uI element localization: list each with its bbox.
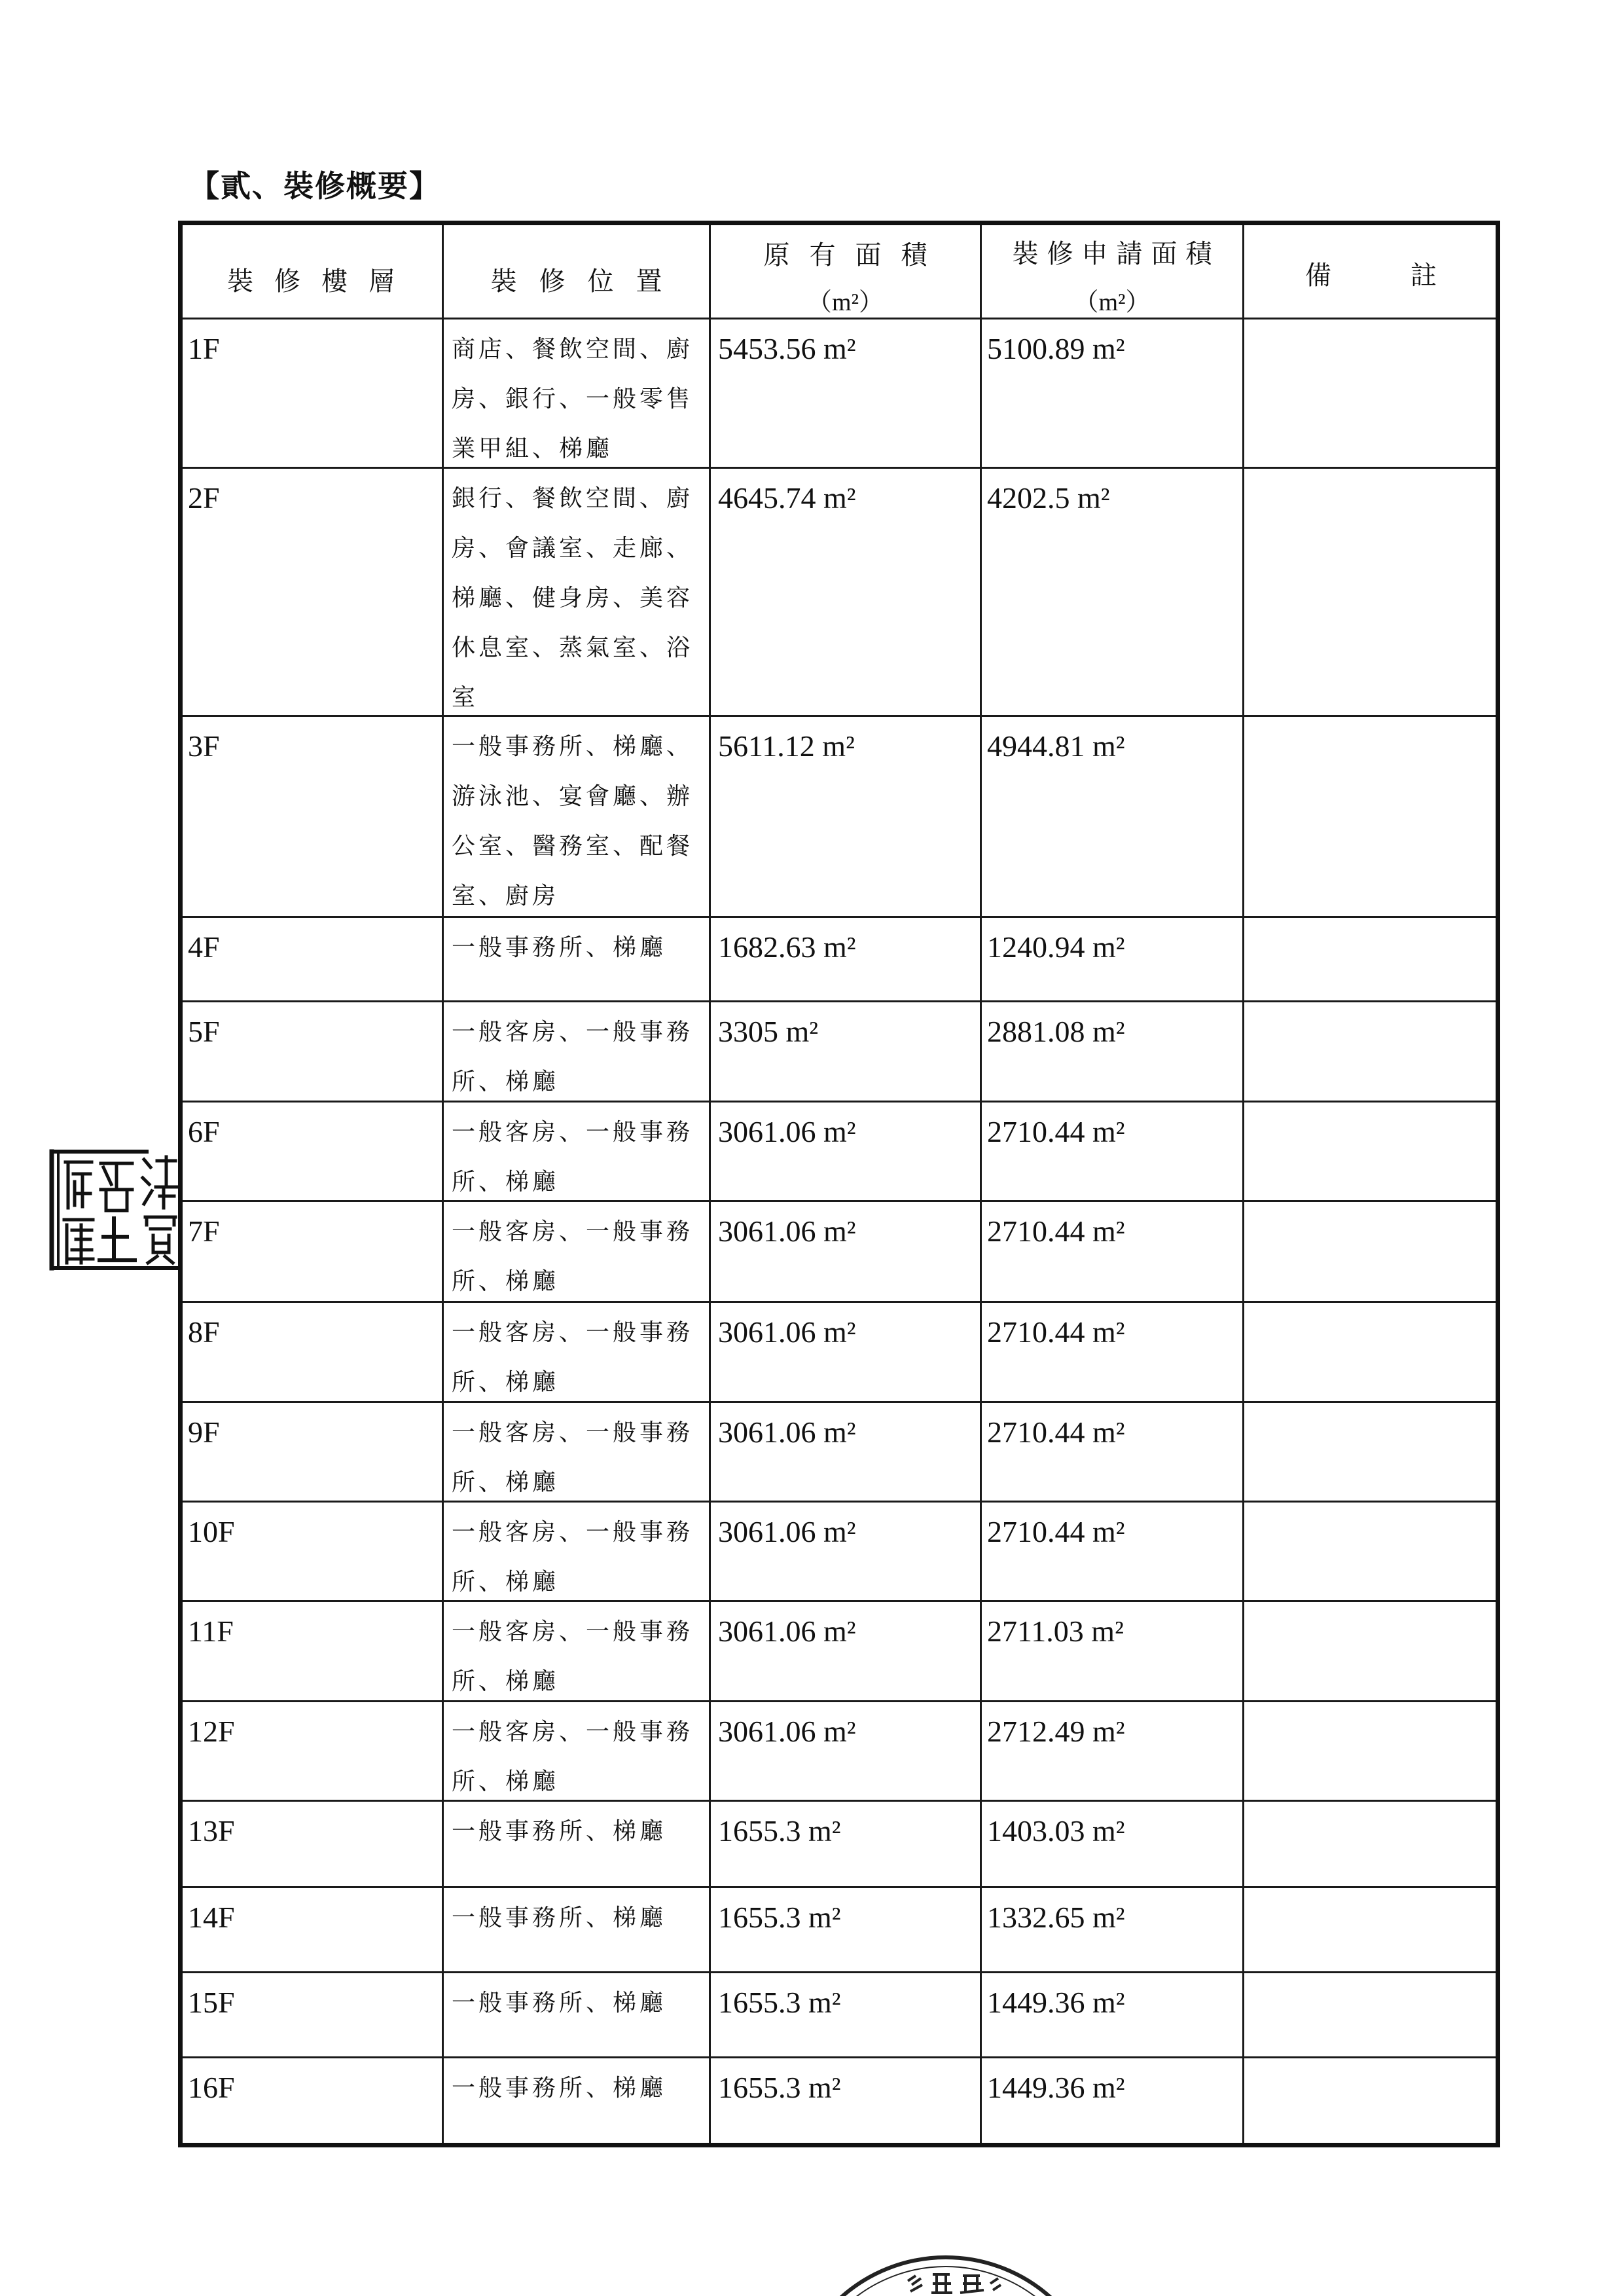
- original-area-cell: [711, 1002, 982, 1102]
- location-cell: [444, 1102, 711, 1202]
- floor-label: 15F: [188, 1986, 235, 2019]
- remarks-cell: [1244, 918, 1498, 1002]
- applied-area-value: 1332.65 m²: [987, 1901, 1125, 1934]
- original-area-cell: [711, 469, 982, 717]
- applied-area-value: 2710.44 m²: [987, 1415, 1125, 1449]
- original-area-value: 4645.74 m²: [718, 481, 856, 515]
- location-line: 一般客房、一般事務: [452, 1719, 694, 1745]
- original-area-value: 3061.06 m²: [718, 1214, 856, 1248]
- original-area-cell: [711, 918, 982, 1002]
- original-area-cell: [711, 1602, 982, 1702]
- remarks-cell: [1244, 1802, 1498, 1888]
- applied-area-value: 4944.81 m²: [987, 729, 1125, 763]
- location-cell: [444, 469, 711, 717]
- location-line: 梯廳、健身房、美容: [452, 585, 694, 611]
- applied-area-cell: [982, 469, 1244, 717]
- original-area-value: 5453.56 m²: [718, 332, 856, 365]
- remarks-cell: [1244, 1503, 1498, 1602]
- location-line: 銀行、餐飲空間、廚: [452, 485, 694, 512]
- floor-cell: [180, 1973, 444, 2058]
- original-area-value: 3305 m²: [718, 1015, 819, 1048]
- applied-area-cell: [982, 1202, 1244, 1303]
- original-area-cell: [711, 1973, 982, 2058]
- header-applied-area-label: 裝修申請面積: [1012, 239, 1221, 268]
- floor-label: 10F: [188, 1515, 235, 1548]
- location-line: 業甲組、梯廳: [452, 435, 613, 462]
- applied-area-value: 2711.03 m²: [987, 1614, 1124, 1648]
- header-original-area-unit: （m²）: [807, 289, 884, 316]
- applied-area-value: 2710.44 m²: [987, 1315, 1125, 1349]
- original-area-cell: [711, 2058, 982, 2145]
- location-line: 一般客房、一般事務: [452, 1519, 694, 1546]
- floor-cell: [180, 319, 444, 469]
- original-area-cell: [711, 1702, 982, 1802]
- applied-area-cell: [982, 1973, 1244, 2058]
- applied-area-cell: [982, 1702, 1244, 1802]
- floor-cell: [180, 1403, 444, 1503]
- original-area-value: 3061.06 m²: [718, 1415, 856, 1449]
- location-line: 休息室、蒸氣室、浴: [452, 634, 694, 661]
- location-line: 一般事務所、梯廳: [452, 2075, 667, 2102]
- location-line: 一般事務所、梯廳: [452, 1818, 667, 1845]
- applied-area-value: 2881.08 m²: [987, 1015, 1125, 1048]
- location-cell: [444, 1002, 711, 1102]
- original-area-value: 1655.3 m²: [718, 2071, 841, 2104]
- location-cell: [444, 918, 711, 1002]
- floor-cell: [180, 1202, 444, 1303]
- header-remarks-label: 備 註: [1305, 261, 1437, 290]
- location-cell: [444, 1973, 711, 2058]
- floor-label: 4F: [188, 930, 220, 964]
- original-area-value: 3061.06 m²: [718, 1715, 856, 1748]
- location-line: 公室、醫務室、配餐: [452, 833, 694, 860]
- applied-area-cell: [982, 1888, 1244, 1973]
- applied-area-value: 1449.36 m²: [987, 1986, 1125, 2019]
- original-area-cell: [711, 1802, 982, 1888]
- remarks-cell: [1244, 319, 1498, 469]
- location-line: 室、廚房: [452, 883, 560, 909]
- floor-cell: [180, 717, 444, 918]
- floor-label: 9F: [188, 1415, 220, 1449]
- original-area-cell: [711, 1888, 982, 1973]
- location-line: 房、會議室、走廊、: [452, 535, 694, 562]
- location-line: 一般事務所、梯廳: [452, 1990, 667, 2016]
- floor-cell: [180, 1102, 444, 1202]
- location-cell: [444, 1602, 711, 1702]
- applied-area-cell: [982, 2058, 1244, 2145]
- original-area-value: 3061.06 m²: [718, 1315, 856, 1349]
- location-cell: [444, 1702, 711, 1802]
- original-area-value: 5611.12 m²: [718, 729, 855, 763]
- header-applied-area-cell: [982, 223, 1244, 319]
- location-cell: [444, 717, 711, 918]
- applied-area-cell: [982, 1403, 1244, 1503]
- original-area-value: 3061.06 m²: [718, 1115, 856, 1148]
- floor-label: 8F: [188, 1315, 220, 1349]
- original-area-cell: [711, 1202, 982, 1303]
- floor-label: 11F: [188, 1614, 234, 1648]
- location-line: 一般客房、一般事務: [452, 1618, 694, 1645]
- remarks-cell: [1244, 1702, 1498, 1802]
- applied-area-value: 1403.03 m²: [987, 1814, 1125, 1848]
- location-line: 所、梯廳: [452, 1169, 560, 1195]
- original-area-cell: [711, 1303, 982, 1403]
- floor-label: 13F: [188, 1814, 235, 1848]
- location-line: 一般事務所、梯廳、: [452, 733, 694, 760]
- original-area-value: 1655.3 m²: [718, 1901, 841, 1934]
- floor-label: 12F: [188, 1715, 235, 1748]
- remarks-cell: [1244, 1102, 1498, 1202]
- applied-area-value: 1240.94 m²: [987, 930, 1125, 964]
- applied-area-value: 5100.89 m²: [987, 332, 1125, 365]
- location-line: 一般客房、一般事務: [452, 1419, 694, 1446]
- header-floor-cell: [180, 223, 444, 319]
- original-area-value: 3061.06 m²: [718, 1515, 856, 1548]
- location-cell: [444, 1802, 711, 1888]
- location-cell: [444, 1403, 711, 1503]
- original-area-cell: [711, 1403, 982, 1503]
- applied-area-value: 4202.5 m²: [987, 481, 1110, 515]
- header-floor-label: 裝 修 樓 層: [227, 266, 402, 296]
- floor-cell: [180, 1802, 444, 1888]
- header-remarks-cell: [1244, 223, 1498, 319]
- applied-area-cell: [982, 1503, 1244, 1602]
- location-line: 所、梯廳: [452, 1268, 560, 1295]
- applied-area-value: 2710.44 m²: [987, 1214, 1125, 1248]
- applied-area-cell: [982, 1602, 1244, 1702]
- seam-seal-stamp: [48, 1148, 179, 1272]
- location-cell: [444, 1888, 711, 1973]
- applied-area-cell: [982, 1303, 1244, 1403]
- floor-label: 1F: [188, 332, 220, 365]
- header-original-area-cell: [711, 223, 982, 319]
- floor-cell: [180, 2058, 444, 2145]
- location-line: 所、梯廳: [452, 1668, 560, 1695]
- floor-cell: [180, 1303, 444, 1403]
- original-area-value: 1655.3 m²: [718, 1986, 841, 2019]
- header-location-cell: [444, 223, 711, 319]
- location-line: 商店、餐飲空間、廚: [452, 336, 694, 363]
- floor-cell: [180, 469, 444, 717]
- remarks-cell: [1244, 1973, 1498, 2058]
- location-line: 一般客房、一般事務: [452, 1218, 694, 1245]
- header-applied-area-unit: （m²）: [1073, 289, 1151, 316]
- location-cell: [444, 1303, 711, 1403]
- remarks-cell: [1244, 1202, 1498, 1303]
- location-cell: [444, 2058, 711, 2145]
- floor-label: 5F: [188, 1015, 220, 1048]
- original-area-value: 1682.63 m²: [718, 930, 856, 964]
- remarks-cell: [1244, 469, 1498, 717]
- original-area-cell: [711, 1503, 982, 1602]
- floor-cell: [180, 1602, 444, 1702]
- floor-cell: [180, 1702, 444, 1802]
- location-line: 所、梯廳: [452, 1469, 560, 1496]
- header-location-label: 裝 修 位 置: [490, 266, 670, 296]
- applied-area-cell: [982, 1102, 1244, 1202]
- applied-area-cell: [982, 1002, 1244, 1102]
- remarks-cell: [1244, 1403, 1498, 1503]
- floor-cell: [180, 1002, 444, 1102]
- remarks-cell: [1244, 2058, 1498, 2145]
- location-line: 一般事務所、梯廳: [452, 934, 667, 961]
- applied-area-value: 1449.36 m²: [987, 2071, 1125, 2104]
- header-original-area-label: 原 有 面 積: [763, 240, 934, 270]
- floor-label: 6F: [188, 1115, 220, 1148]
- floor-label: 3F: [188, 729, 220, 763]
- applied-area-cell: [982, 918, 1244, 1002]
- applied-area-cell: [982, 1802, 1244, 1888]
- applied-area-cell: [982, 319, 1244, 469]
- applied-area-value: 2712.49 m²: [987, 1715, 1125, 1748]
- remarks-cell: [1244, 1303, 1498, 1403]
- remarks-cell: [1244, 717, 1498, 918]
- location-line: 所、梯廳: [452, 1068, 560, 1095]
- floor-label: 2F: [188, 481, 220, 515]
- original-area-cell: [711, 319, 982, 469]
- location-cell: [444, 1503, 711, 1602]
- original-area-value: 3061.06 m²: [718, 1614, 856, 1648]
- location-line: 所、梯廳: [452, 1569, 560, 1595]
- applied-area-value: 2710.44 m²: [987, 1115, 1125, 1148]
- location-line: 一般客房、一般事務: [452, 1019, 694, 1046]
- floor-cell: [180, 1888, 444, 1973]
- renovation-summary-table: [180, 223, 1498, 2145]
- original-area-cell: [711, 717, 982, 918]
- location-line: 室: [452, 684, 479, 711]
- location-line: 一般客房、一般事務: [452, 1319, 694, 1346]
- remarks-cell: [1244, 1888, 1498, 1973]
- remarks-cell: [1244, 1002, 1498, 1102]
- bottom-round-seal-stamp: [835, 2252, 1057, 2296]
- location-line: 一般事務所、梯廳: [452, 1904, 667, 1931]
- location-line: 房、銀行、一般零售: [452, 386, 694, 412]
- original-area-cell: [711, 1102, 982, 1202]
- location-line: 所、梯廳: [452, 1768, 560, 1795]
- applied-area-cell: [982, 717, 1244, 918]
- location-cell: [444, 319, 711, 469]
- location-cell: [444, 1202, 711, 1303]
- location-line: 一般客房、一般事務: [452, 1119, 694, 1146]
- applied-area-value: 2710.44 m²: [987, 1515, 1125, 1548]
- location-line: 游泳池、宴會廳、辦: [452, 783, 694, 810]
- floor-label: 7F: [188, 1214, 220, 1248]
- original-area-value: 1655.3 m²: [718, 1814, 841, 1848]
- floor-label: 14F: [188, 1901, 235, 1934]
- floor-cell: [180, 918, 444, 1002]
- floor-cell: [180, 1503, 444, 1602]
- location-line: 所、梯廳: [452, 1369, 560, 1396]
- section-title: 【貳、裝修概要】: [189, 168, 440, 204]
- remarks-cell: [1244, 1602, 1498, 1702]
- floor-label: 16F: [188, 2071, 235, 2104]
